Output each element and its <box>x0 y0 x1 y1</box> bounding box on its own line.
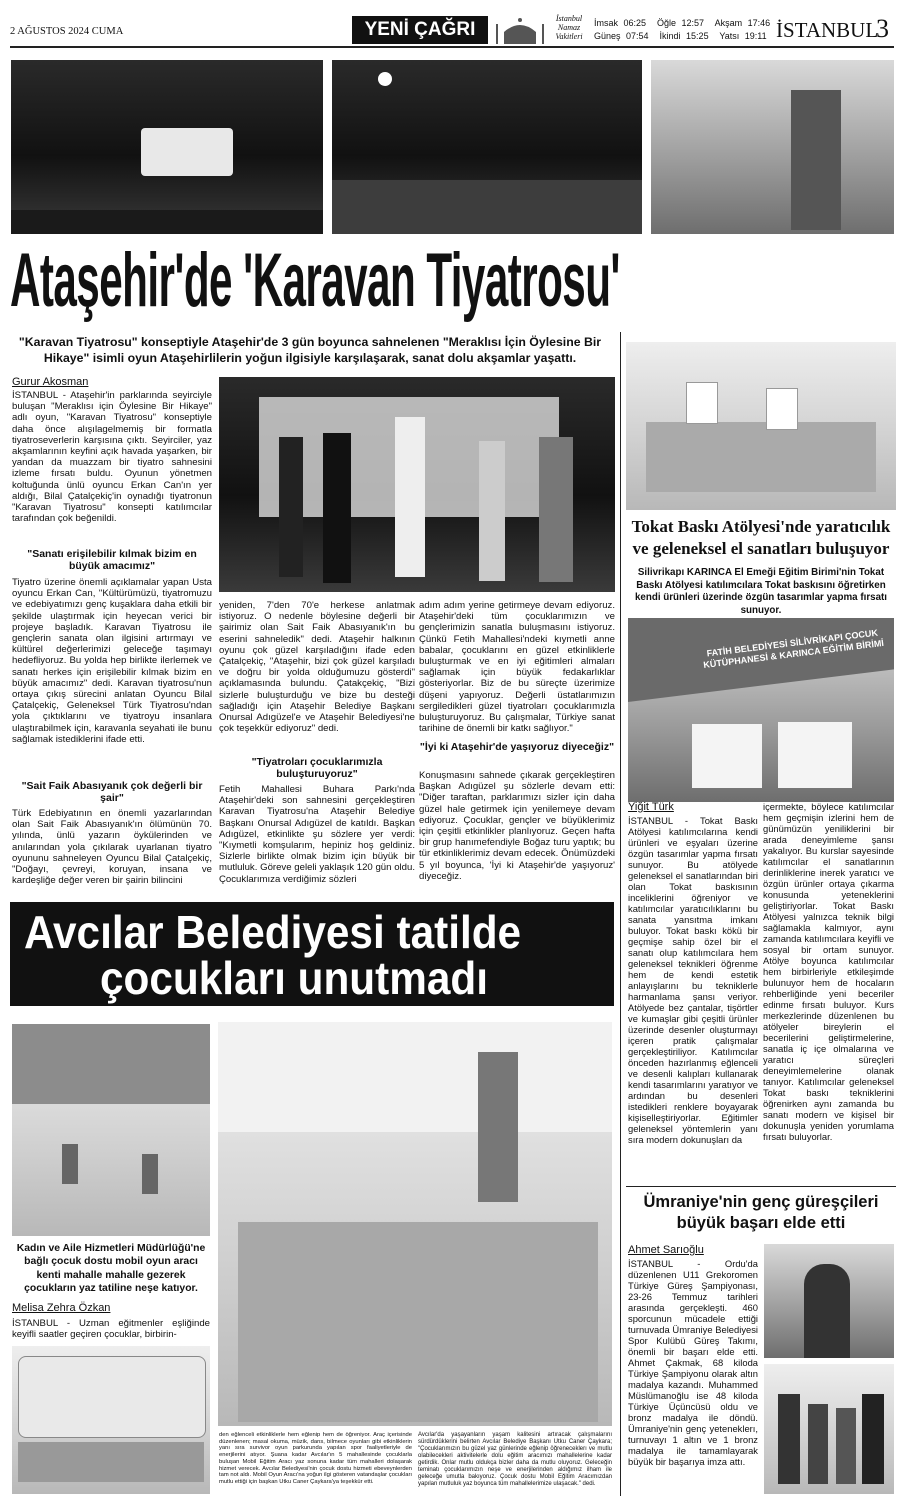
umraniye-rule <box>626 1186 896 1187</box>
photo-kids-outdoor <box>12 1024 210 1236</box>
umraniye-headline: Ümraniye'nin genç güreşçileri büyük başarı elde etti <box>643 1193 879 1232</box>
tokat-spot: Silivrikapı KARINCA El Emeği Eğitim Birimi'nin Tokat Baskı Atölyesi katılımcılara Tokat baskısını öğretirken kendi ürünleri üzerinde özgün tasarımlar yapma fırsatı sunuyor. <box>634 567 888 616</box>
photo-wrestlers-portrait <box>764 1244 894 1358</box>
umraniye-author: Ahmet Sarıoğlu <box>628 1244 704 1256</box>
photo-officials-group <box>219 377 615 592</box>
main-sub-3: "Tiyatroları çocuklarımızla buluşturuyoruz" <box>251 756 383 780</box>
tokat-headline: Tokat Baskı Atölyesi'nde yaratıcılık ve geleneksel el sanatları buluşuyor <box>631 517 891 558</box>
photo-tokat-library <box>628 618 894 802</box>
main-author: Gurur Akosman <box>12 376 89 388</box>
main-spot: "Karavan Tiyatrosu" konseptiyle Ataşehir'de 3 gün boyunca sahnelenen "Meraklısı İçin Öylesine Bir Hikaye" isimli oyun Ataşehirlilerin yoğun ilgisiyle karşılaşarak, sanat dolu akşamlar yaşattı. <box>18 335 602 365</box>
tokat-author: Yiğit Türk <box>628 801 674 813</box>
main-sub-4: "İyi ki Ataşehir'de yaşıyoruz diyeceğiz" <box>419 741 615 753</box>
main-col1-a: İSTANBUL - Ataşehir'in parklarında seyirciyle buluşan "Meraklısı için Öylesine Bir Hikaye" adlı oyun, "Karavan Tiyatrosu" konseptiyle daha önce alışılagelmemiş bir formatla tiyatroseverlerin karşısına çıktı. Seyirciler, yaz akşamlarının keyfini açık havada yaşarken, bir yandan da muazzam bir tiyatro sahnesini izleme fırsatı buldu. Oyunun yönetmen koltuğunda ünlü oyuncu Erkan Can'ın yer aldığı, Bilal Çatalçekiç'in oynadığı tiyatronun "Karavan Tiyatrosu" konsepti katılımcılar tarafından çok beğenildi. <box>12 390 212 525</box>
main-col3-b: Konuşmasını sahnede çıkarak gerçekleştiren Başkan Adıgüzel şu sözlerle devam etti: "Diğer taraftan, parklarımızı sizler için daha güzel hale getirmek için yenilemeye devam ediyoruz. Çocuklar, gençler ve büyüklerimiz için çeşitli etkinlikler planlıyoruz. Geçen hafta bir grup hanımefendiyle Boğaz turu yaptık; bu tür etkinliklerimiz devam edecek. Önümüzdeki 5 yıl boyunca, 'İyi ki Ataşehir'de yaşıyoruz' diyeceğiz. <box>419 770 615 882</box>
mosque-icon <box>492 12 548 44</box>
main-sub-2: "Sait Faik Abasıyanık çok değerli bir şair" <box>21 780 203 804</box>
avcilar-col1: İSTANBUL - Uzman eğitmenler eşliğinde keyifli saatler geçiren çocuklar, birbirin- <box>12 1318 210 1341</box>
logo <box>352 16 488 44</box>
photo-kids-inside-bus <box>218 1022 612 1426</box>
tokat-col1: İSTANBUL - Tokat Baskı Atölyesi katılımcılarına kendi ürünleri ve eşyaları üzerine özgün tasarımlar yapma fırsatı sunuyor. Bu atölyede geleneksel el sanatlarından biri olan Tokat baskısının inceliklerini öğreniyor ve katılımcılar yaratıcılıklarını bu sanata yansıtma imkanı buluyor. Tokat baskı kökü bir geçmişe sahip özel bir el sanatı olup katılımcılara hem geleneksel teknikleri öğrenme hem de kendi estetik anlayışlarını bu tekniklerle harmanlama şansı veriyor. Atölyede bez çantalar, tişörtler ve kumaşlar gibi çeşitli ürünler üzerinde desenler oluşturmayı içeren pratik çalışmalar gerçekleştiriliyor. Katılımcılar önceden hazırlanmış eğlenceli ve desenli kalıpları kullanarak kendi tasarımlarını yaratıyor ve ardından bu desenleri istedikleri renklere boyayarak kişiselleştiriyorlar. Eğitimler geleneksel yöntemlerin yanı sıra modern dokunuşları da <box>628 815 758 1145</box>
photo-tokat-workshop <box>626 342 896 510</box>
avcilar-caption: Kadın ve Aile Hizmetleri Müdürlüğü'ne bağlı çocuk dostu mobil oyun aracı kenti mahalle mahalle gezerek çocukların yaz tatiline neşe katıyor. <box>16 1243 206 1295</box>
main-col2-b: Fetih Mahallesi Buhara Parkı'nda Ataşehir'deki son sahnesini gerçekleştiren Karavan Tiyatrosu'na Ataşehir Belediye Başkanı Onursal Adıgüzel de katıldı. Başkan Adıgüzel, etkinlikte şu sözlere yer verdi: "Kıymetli komşularım, hepiniz hoş geldiniz. Sizlerle birlikte olmak bizim için büyük bir mutluluk. Göreve geleli yaklaşık 120 gün oldu. Çocuklarımıza verdiğimiz sözleri <box>219 784 415 885</box>
main-col2-a: yeniden, 7'den 70'e herkese anlatmak istiyoruz. O nedenle böylesine değerli bir şairimiz olan Sait Faik Abasıyanık'ın bu eserini sahneledik" dedi. Ataşehir halkının oyunu çok güzel karşıladığını ifade eden Çatalçekiç, "Ataşehir, bizi çok güzel karşıladı ve doğru bir yolda olduğumuzu gösterdi" açıklamasında bulundu. Çatakçekiç, "Bizi sizlerle buluşturduğu ve bize bu desteği sağladığı için Ataşehir Belediye Başkanı Onursal Adıgüzel'e ve Ataşehir Belediyesi'ne çok teşekkür ediyoruz" dedi. <box>219 600 415 735</box>
page-number: 3 <box>876 14 889 43</box>
avcilar-headline-box <box>10 902 614 1006</box>
photo-wrestlers-group <box>764 1364 894 1494</box>
header-rule <box>10 46 894 48</box>
header-city: İSTANBUL <box>776 18 879 42</box>
prayer-title: İstanbul Namaz Vakitleri <box>555 14 583 41</box>
main-col1-c: Türk Edebiyatının en önemli yazarlarından olan Sait Faik Abasıyanık'ın ölümünün 70. yılında, ünlü yazarın öykülerinden ve anılarından yola çıkılarak uyarlanan tiyatro oyununu sahneleyen Oyuncu Bilal Çatalçekiç, "Doğayı, çevreyi, koruyan, insana ve kardeşliğe değer veren bir şairin bilincini <box>12 808 212 887</box>
tokat-sign: FATİH BELEDİYESİ SİLİVRİKAPI ÇOCUK KÜTÜPHANESİ & KARINCA EĞİTİM BİRİMİ <box>702 627 885 670</box>
avcilar-col2: den eğlenceli etkinliklerle hem eğlenip hem de öğreniyor. Araç içerisinde düzenlenen; masal okuma, müzik, dans, bilmece oyunları gibi etkinliklerin yanı sıra survivor oyun parkurunda yapılan spor faaliyetleriyle de enerjilerini atıyor. Şuana kadar Avcılar'ın 5 mahallesinde çocuklarla buluşan Mobil Eğitim Aracı yaz sonuna kadar tüm mahalleri dolaşarak hizmet verecek. Avcılar Belediyesi'nin çocuk dostu hizmeti ebeveynlerden tam not aldı. Mobil Oyun Aracı'na yoğun ilgi gösteren vatandaşlar çocukları mutlu ettiği için başkan Utku Caner Çaykara'ya teşekkür etti. <box>219 1432 412 1486</box>
prayer-row-1: İmsak 06:25 Öğle 12:57 Akşam 17:46 <box>594 18 771 28</box>
logo-text: YENİ ÇAĞRI <box>364 19 476 40</box>
right-column-rule <box>620 332 621 1496</box>
header-date: 2 AĞUSTOS 2024 CUMA <box>10 26 124 37</box>
photo-actor-performing <box>651 60 894 234</box>
umraniye-text: İSTANBUL - Ordu'da düzenlenen U11 Grekoromen Türkiye Güreş Şampiyonası, 23-26 Temmuz tarihleri arasında gerçekleşti. 460 sporcunun mücadele ettiği turnuvada Ümraniye Belediyesi Spor Kulübü Güreş Takımı, önemli bir başarı elde etti. Ahmet Çakmak, 68 kiloda Türkiye Şampiyonu olarak altın madalya kazandı. Muhammed Müslümanoğlu ise 48 kiloda Türkiye Üçüncüsü oldu ve bronz madalya ile döndü. Ümraniye'nin genç yeteneklerı, turnuvayı 1 altın ve 1 bronz madalya ile tamamlayarak büyük bir başarıya imza attı. <box>628 1258 758 1467</box>
prayer-row-2: Güneş 07:54 İkindi 15:25 Yatsı 19:11 <box>594 31 767 41</box>
main-headline: Ataşehir'de 'Karavan Tiyatrosu' <box>10 240 620 322</box>
tokat-col2: içermekte, böylece katılımcılar hem geçmişin izlerini hem de günümüzün yeniliklerini bir arada deneyimleme şansı yakalıyor. Bu kurslar sayesinde katılımcılar el sanatlarının derinliklerine inerek yaratıcı ve özgün ürünler ortaya çıkarma konusunda yeteneklerini geliştiriyorlar. Tokat Baskı Atölyesi yalnızca teknik bilgi sağlamakla kalmıyor, aynı zamanda katılımcılara keyifli ve sosyal bir ortam sunuyor. Atölye boyunca katılımcılar hem birbirleriyle etkileşimde bulunuyor hem de hocaların rehberliğinde yeni beceriler edinme fırsatı buluyor. Kurs merkezlerinde düzenlenen bu atölyeler bireylerin el becerilerini geliştirmelerine, sanatla iç içe olmalarına ve yaratıcı süreçleri deneyimlemelerine olanak tanıyor. Katılımcılar geleneksel Tokat baskı tekniklerini öğrenirken aynı zamanda bu sanatı modern ve kişisel bir dokunuşla yeniden yorumlama fırsatı buluyorlar. <box>763 801 894 1142</box>
main-headline-box <box>10 240 896 322</box>
photo-audience-night <box>332 60 642 234</box>
avcilar-col3: Avcılar'da yaşayanların yaşam kalitesini artıracak çalışmalarını sürdürdüklerini belirten Avcılar Belediye Başkanı Utku Caner Çaykara; "Çocuklarımızın bu güzel yaz günlerinde eğlenip öğreneceklerı ve mutlu olabilecekleri aktivitelerle dolu eğitim aracımızı mahallelerine kadar getirdik. Onlar mutlu oldukça bizler daha da mutlu oluyoruz. Geleceğin teminatı çocuklarımızın neşe ve enerjilerinden aldığımız ilham ile geleceğe umutla bakıyoruz. Çocuk dostu Mobil Eğitim Aracımızdan yapılan mutluluk yaz boyunca tüm mahallelerimize ulaşacak." dedi. <box>418 1432 612 1487</box>
avcilar-headline-2: çocukları unutmadı <box>100 952 489 1004</box>
avcilar-headline-1: Avcılar Belediyesi tatilde <box>24 906 522 958</box>
main-col3-a: adım adım yerine getirmeye devam ediyoruz. Ataşehir'deki tüm çocuklarımızın ve gençlerimizin sanatla buluşmasını istiyoruz. Çünkü Fetih Mahallesi'ndeki kıymetli anne babalar, çocuklarını en güzel etkinliklerle buluşturmak ve en iyi eğitimleri almaları sağlamak için büyük fedakarlıklar gösteriyorlar. Biz de bu süreçte üzerimize düşeni yapıyoruz. Değerli üstatlarımızın sergiledikleri güzel tiyatroları çocuklarımızla buluşturuyoruz. Bu çalışmalar, Türkiye sanat tarihine de önemli bir katkı sağlıyor." <box>419 600 615 735</box>
photo-mobile-bus <box>12 1346 210 1494</box>
photo-caravan-stage <box>11 60 323 234</box>
main-col1-b: Tiyatro üzerine önemli açıklamalar yapan Usta oyuncu Erkan Can, "Kültürümüzü, tiyatromuzu ve edebiyatımızı genç kuşaklara daha etkili bir şekilde ulaştırmak için heyecan verici bir projeye başladık. Karavan Tiyatrosu ile gençlerin sanata olan ilgisini artırmayı ve kültürel değerlerimizi geleceğe taşımayı hedefliyoruz. Bu yolda hep birlikte ilerlemek ve sanatı herkes için erişilebilir kılmak bizim en büyük amacımız" dedi. Karavan tiyatrosu'nun ortaya çıkış sürecini anlatan Oyuncu Bilal Çatalçekiç, Geleneksel Türk Tiyatrosu'ndan yola çıktıklarını ve tiyatroyu insanlara ulaştırabilmek için, karavanla seyahati ile bunu sağlamak istediklerini ifade etti. <box>12 577 212 745</box>
avcilar-author: Melisa Zehra Özkan <box>12 1302 111 1314</box>
main-sub-1: "Sanatı erişilebilir kılmak bizim en büyük amacımız" <box>27 548 197 572</box>
